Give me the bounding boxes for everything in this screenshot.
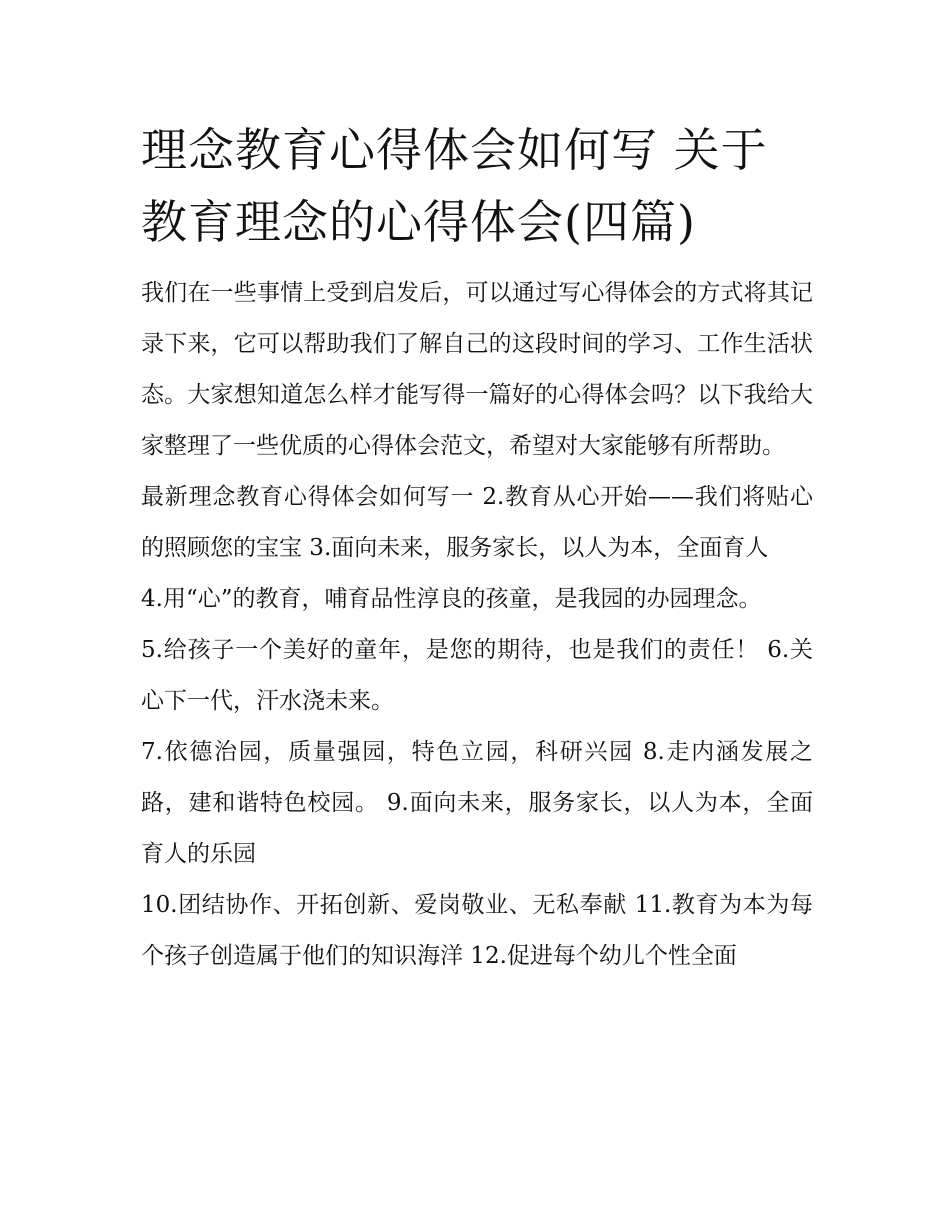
slogan-paragraph-5: 10.团结协作、开拓创新、爱岗敬业、无私奉献 11.教育为本为每个孩子创造属于他们的知识海洋 12.促进每个幼儿个性全面: [141, 892, 813, 969]
document-page: [141, 114, 813, 982]
slogan-paragraph-3: 5.给孩子一个美好的童年，是您的期待，也是我们的责任！ 6.关心下一代，汗水浇未来。: [141, 637, 813, 714]
slogan-paragraph-1: 最新理念教育心得体会如何写一 2.教育从心开始——我们将贴心的照顾您的宝宝 3.面向未来，服务家长，以人为本，全面育人: [141, 484, 813, 561]
document-title: 理念教育心得体会如何写 关于教育理念的心得体会(四篇): [141, 123, 768, 249]
intro-paragraph: 我们在一些事情上受到启发后，可以通过写心得体会的方式将其记录下来，它可以帮助我们了解自己的这段时间的学习、工作生活状态。大家想知道怎么样才能写得一篇好的心得体会吗？以下我给大家整理了一些优质的心得体会范文，希望对大家能够有所帮助。: [141, 280, 813, 459]
slogan-paragraph-4: 7.依德治园，质量强园，特色立园，科研兴园 8.走内涵发展之路，建和谐特色校园。 9.面向未来，服务家长，以人为本，全面育人的乐园: [141, 739, 813, 867]
slogan-paragraph-2: 4.用“心”的教育，哺育品性淳良的孩童，是我园的办园理念。: [141, 586, 762, 612]
